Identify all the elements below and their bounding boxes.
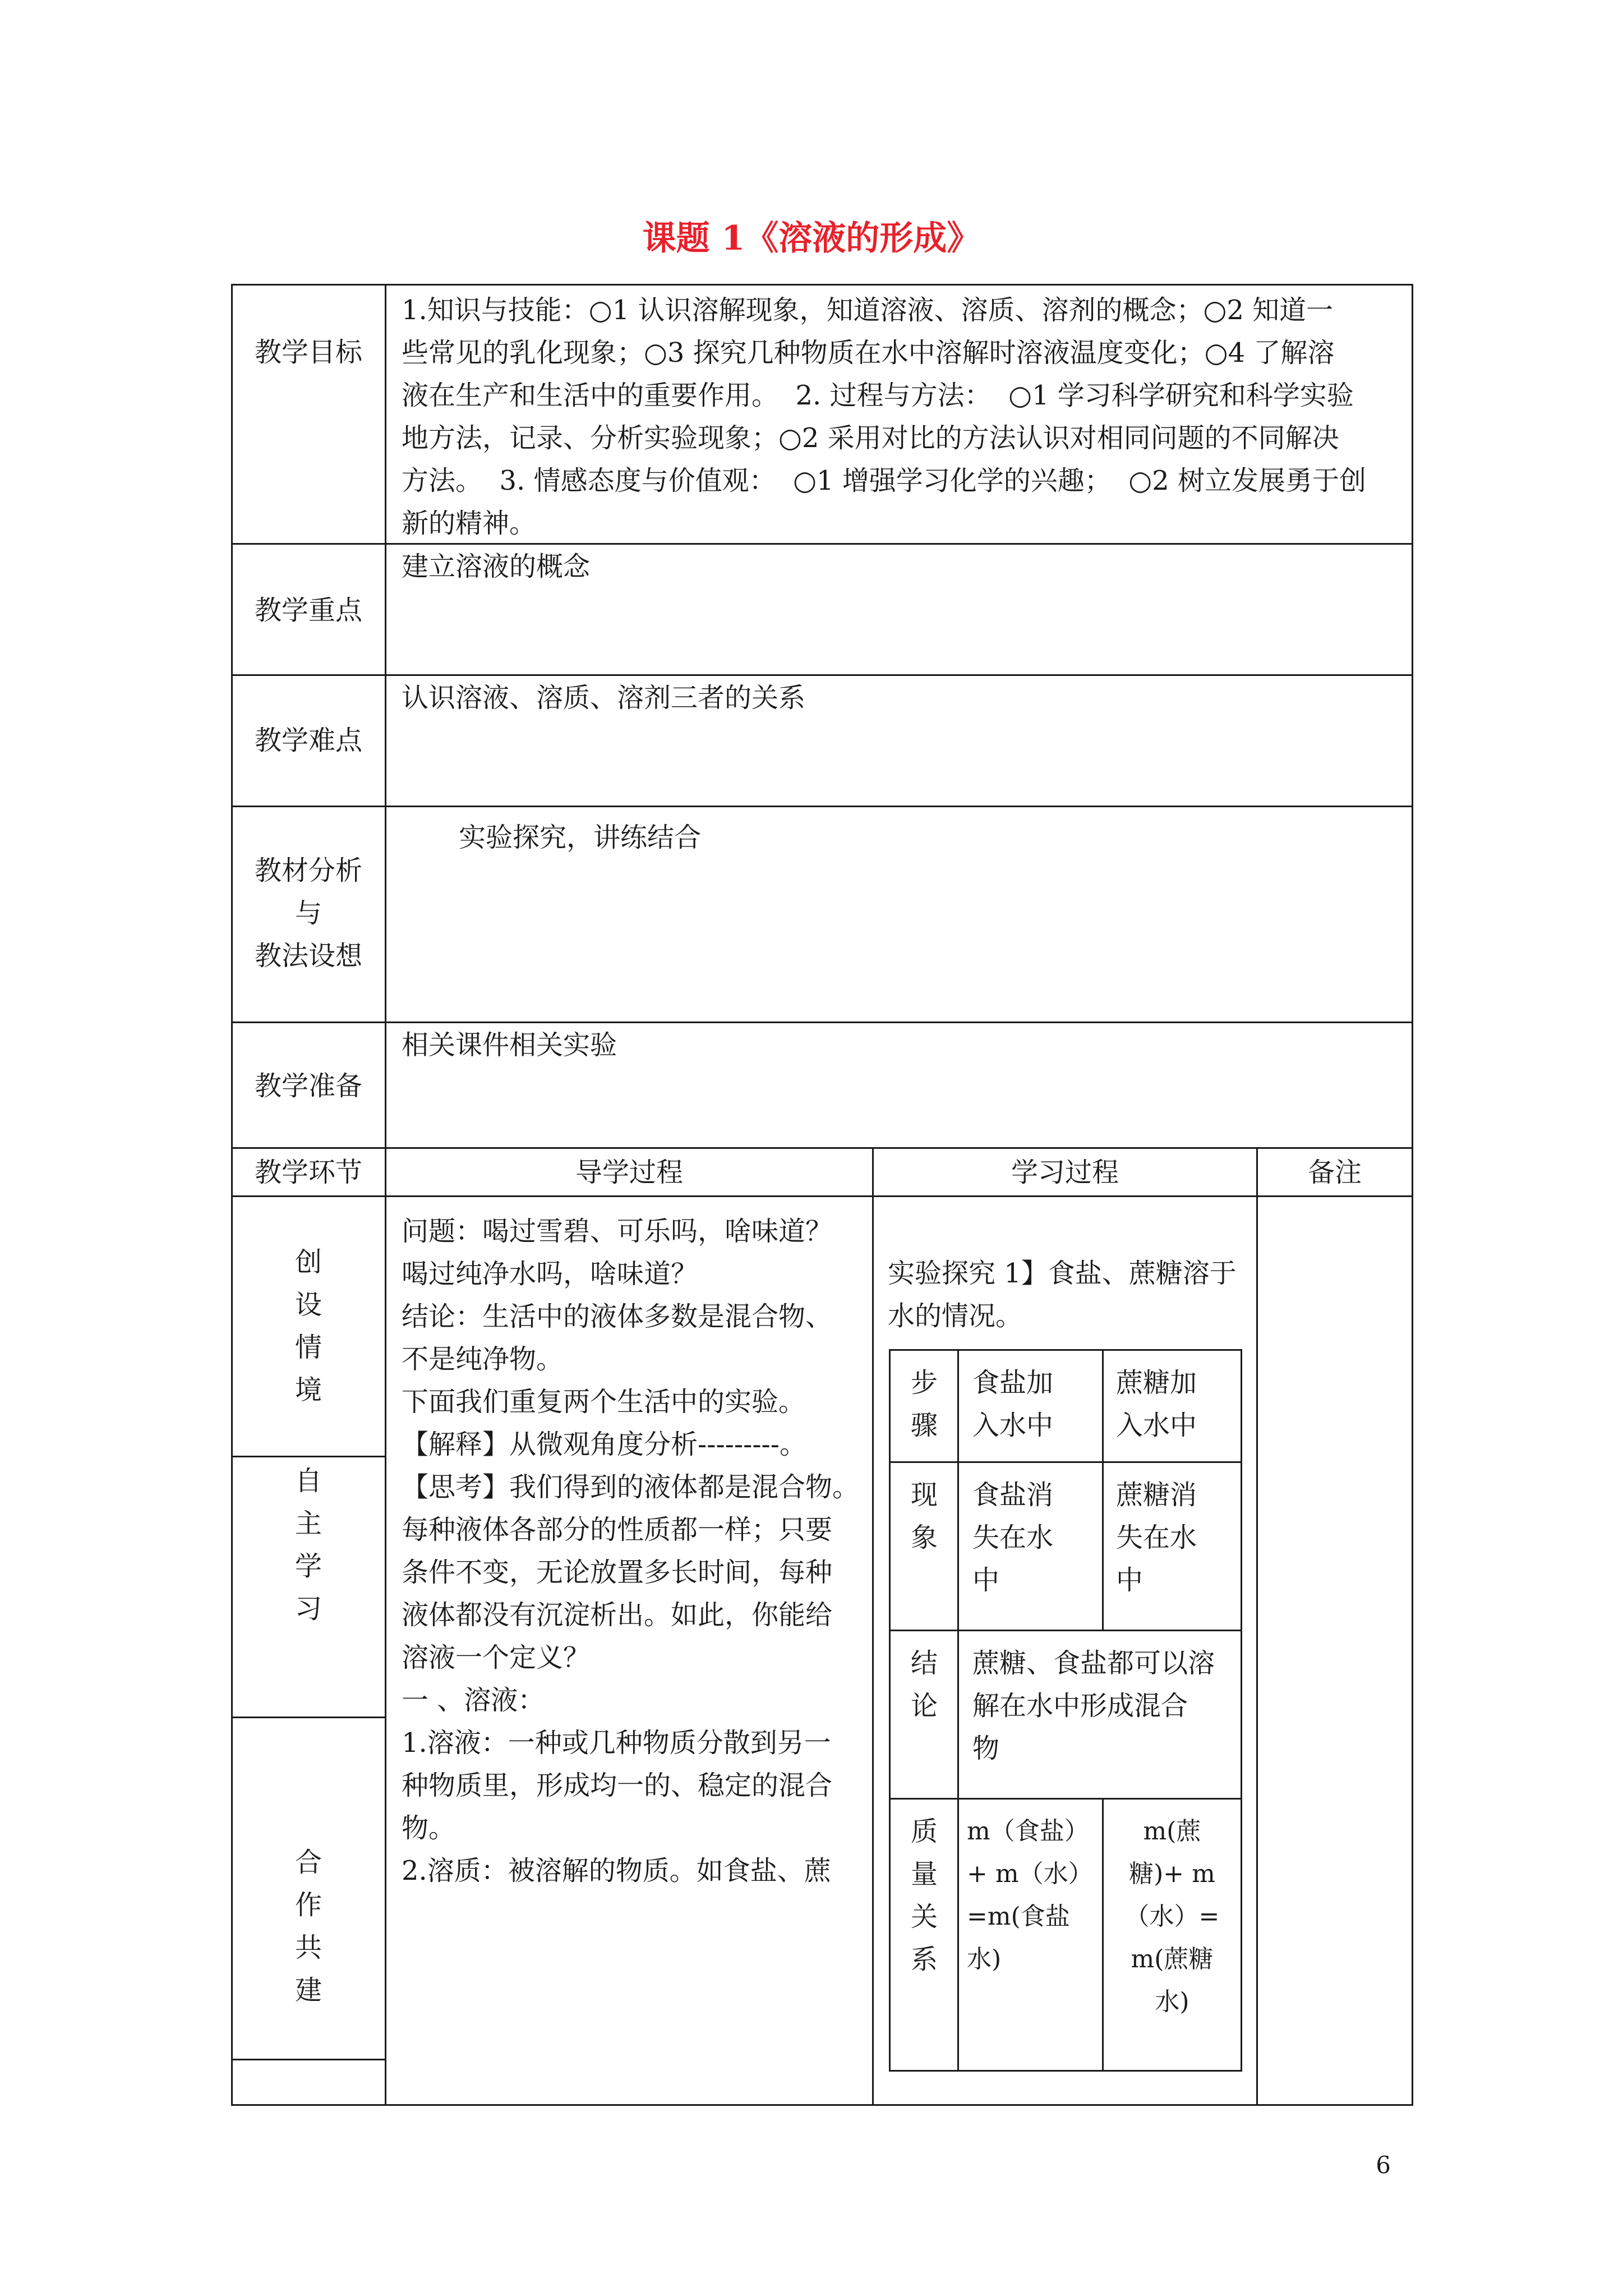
table-border bbox=[889, 1461, 1242, 1463]
exp-row-head: 关 bbox=[910, 1901, 938, 1932]
guide-line: 【思考】我们得到的液体都是混合物。 bbox=[402, 1471, 860, 1503]
exp-cell-salt: + m（水） bbox=[967, 1860, 1093, 1888]
table-border bbox=[385, 284, 386, 2106]
guide-line: 不是纯净物。 bbox=[402, 1343, 564, 1375]
guide-line: 一 、溶液： bbox=[402, 1685, 545, 1716]
prep-text: 相关课件相关实验 bbox=[402, 1029, 617, 1061]
table-border bbox=[1412, 284, 1413, 2106]
table-border bbox=[889, 2070, 1242, 2072]
table-border bbox=[231, 284, 233, 2106]
key-point-text: 建立溶液的概念 bbox=[402, 551, 591, 582]
exp-row-head: 现 bbox=[910, 1479, 938, 1511]
experiment-intro: 实验探究 1】食盐、蔗糖溶于 bbox=[888, 1258, 1237, 1289]
exp-cell-sugar: 蔗糖加 bbox=[1116, 1367, 1197, 1398]
stage-label: 境 bbox=[294, 1374, 322, 1406]
table-border bbox=[231, 1717, 386, 1718]
guide-line: 液体都没有沉淀析出。如此，你能给 bbox=[402, 1599, 833, 1631]
table-border bbox=[231, 674, 1413, 676]
exp-row-head: 结 bbox=[910, 1648, 938, 1679]
exp-row-head: 论 bbox=[910, 1690, 938, 1722]
header-notes: 备注 bbox=[1307, 1157, 1362, 1188]
exp-cell-conclusion: 解在水中形成混合 bbox=[972, 1690, 1188, 1722]
stage-label: 习 bbox=[294, 1593, 322, 1625]
table-border bbox=[231, 2059, 386, 2060]
guide-line: 结论：生活中的液体多数是混合物、 bbox=[402, 1301, 833, 1332]
exp-cell-sugar: 中 bbox=[1116, 1565, 1144, 1596]
row-label-key-point: 教学重点 bbox=[254, 595, 362, 626]
guide-line: 每种液体各部分的性质都一样；只要 bbox=[402, 1514, 833, 1545]
exp-cell-conclusion: 蔗糖、食盐都可以溶 bbox=[972, 1648, 1215, 1679]
exp-row-head: 质 bbox=[910, 1816, 938, 1847]
row-label-objectives: 教学目标 bbox=[254, 337, 362, 368]
exp-cell-salt: m（食盐） bbox=[967, 1817, 1089, 1846]
table-border bbox=[1256, 1147, 1258, 2106]
objectives-line: 地方法，记录、分析实验现象；○2 采用对比的方法认识对相同问题的不同解决 bbox=[402, 422, 1339, 454]
header-stage: 教学环节 bbox=[254, 1157, 362, 1188]
exp-cell-sugar: 糖)+ m bbox=[1129, 1860, 1215, 1888]
objectives-line: 1.知识与技能：○1 认识溶解现象，知道溶液、溶质、溶剂的概念；○2 知道一 bbox=[402, 295, 1334, 326]
table-border bbox=[889, 1630, 1242, 1631]
guide-line: 喝过纯净水吗，啥味道？ bbox=[402, 1258, 698, 1290]
exp-cell-salt: =m(食盐 bbox=[967, 1902, 1070, 1931]
exp-row-head: 骤 bbox=[910, 1410, 938, 1441]
difficulty-text: 认识溶液、溶质、溶剂三者的关系 bbox=[402, 682, 806, 714]
exp-cell-conclusion: 物 bbox=[972, 1733, 1000, 1764]
guide-line: 2.溶质：被溶解的物质。如食盐、蔗 bbox=[402, 1855, 831, 1887]
row-label-analysis: 教法设想 bbox=[254, 940, 362, 972]
stage-label: 设 bbox=[294, 1289, 322, 1320]
exp-cell-sugar: m(蔗糖 bbox=[1131, 1945, 1214, 1973]
page-number: 6 bbox=[1376, 2151, 1391, 2179]
objectives-line: 些常见的乳化现象；○3 探究几种物质在水中溶解时溶液温度变化；○4 了解溶 bbox=[402, 337, 1335, 369]
exp-cell-salt: 失在水 bbox=[972, 1522, 1054, 1553]
stage-label: 作 bbox=[294, 1889, 322, 1921]
experiment-intro: 水的情况。 bbox=[888, 1300, 1023, 1332]
row-label-analysis: 与 bbox=[294, 898, 322, 929]
stage-label: 创 bbox=[294, 1246, 322, 1278]
objectives-line: 液在生产和生活中的重要作用。 2. 过程与方法： ○1 学习科学研究和科学实验 bbox=[402, 380, 1354, 411]
objectives-line: 方法。 3. 情感态度与价值观： ○1 增强学习化学的兴趣； ○2 树立发展勇于创 bbox=[402, 465, 1366, 496]
exp-cell-sugar: m(蔗 bbox=[1143, 1817, 1201, 1846]
guide-line: 下面我们重复两个生活中的实验。 bbox=[402, 1386, 806, 1418]
table-border bbox=[872, 1147, 874, 2106]
exp-row-head: 步 bbox=[910, 1367, 938, 1398]
table-border bbox=[231, 2104, 1413, 2106]
table-border bbox=[231, 1195, 1413, 1197]
exp-cell-salt: 中 bbox=[972, 1565, 1000, 1596]
exp-cell-sugar: （水）= bbox=[1124, 1902, 1220, 1931]
stage-label: 自 bbox=[294, 1465, 322, 1497]
page-title: 课题 1《溶液的形成》 bbox=[642, 219, 981, 258]
exp-row-head: 量 bbox=[910, 1858, 938, 1890]
guide-line: 种物质里，形成均一的、稳定的混合 bbox=[402, 1770, 833, 1801]
table-border bbox=[231, 1022, 1413, 1023]
exp-cell-sugar: 水) bbox=[1155, 1987, 1189, 2016]
table-border bbox=[889, 1798, 1242, 1800]
exp-cell-salt: 食盐加 bbox=[972, 1367, 1054, 1398]
exp-cell-sugar: 失在水 bbox=[1116, 1522, 1197, 1553]
stage-label: 主 bbox=[294, 1508, 322, 1539]
exp-cell-salt: 食盐消 bbox=[972, 1479, 1054, 1511]
exp-cell-salt: 水) bbox=[967, 1945, 1002, 1973]
table-border bbox=[1102, 1349, 1104, 1630]
objectives-line: 新的精神。 bbox=[402, 508, 537, 539]
table-border bbox=[231, 806, 1413, 807]
row-label-difficulty: 教学难点 bbox=[254, 725, 362, 756]
analysis-text: 实验探究，讲练结合 bbox=[459, 822, 702, 853]
exp-cell-salt: 入水中 bbox=[972, 1410, 1054, 1441]
guide-line: 条件不变，无论放置多长时间，每种 bbox=[402, 1557, 833, 1588]
table-border bbox=[231, 1456, 386, 1457]
header-guide: 导学过程 bbox=[575, 1157, 683, 1188]
row-label-analysis: 教材分析 bbox=[254, 855, 362, 886]
table-border bbox=[1241, 1349, 1242, 2072]
guide-line: 【解释】从微观角度分析---------。 bbox=[402, 1429, 806, 1460]
stage-label: 共 bbox=[294, 1932, 322, 1963]
exp-cell-sugar: 入水中 bbox=[1116, 1410, 1197, 1441]
guide-line: 溶液一个定义？ bbox=[402, 1642, 591, 1673]
exp-cell-sugar: 蔗糖消 bbox=[1116, 1479, 1197, 1511]
guide-line: 物。 bbox=[402, 1812, 456, 1844]
row-label-prep: 教学准备 bbox=[254, 1070, 362, 1102]
stage-label: 合 bbox=[294, 1847, 322, 1878]
exp-row-head: 系 bbox=[910, 1944, 938, 1975]
table-border bbox=[889, 1349, 1242, 1351]
guide-line: 问题：喝过雪碧、可乐吗，啥味道？ bbox=[402, 1216, 833, 1247]
table-border bbox=[231, 1147, 1413, 1149]
stage-label: 建 bbox=[294, 1975, 322, 2006]
guide-line: 1.溶液：一种或几种物质分散到另一 bbox=[402, 1727, 831, 1759]
stage-label: 情 bbox=[294, 1332, 322, 1363]
exp-row-head: 象 bbox=[910, 1522, 938, 1553]
stage-label: 学 bbox=[294, 1550, 322, 1582]
header-learn: 学习过程 bbox=[1011, 1157, 1119, 1188]
table-border bbox=[231, 284, 1413, 286]
